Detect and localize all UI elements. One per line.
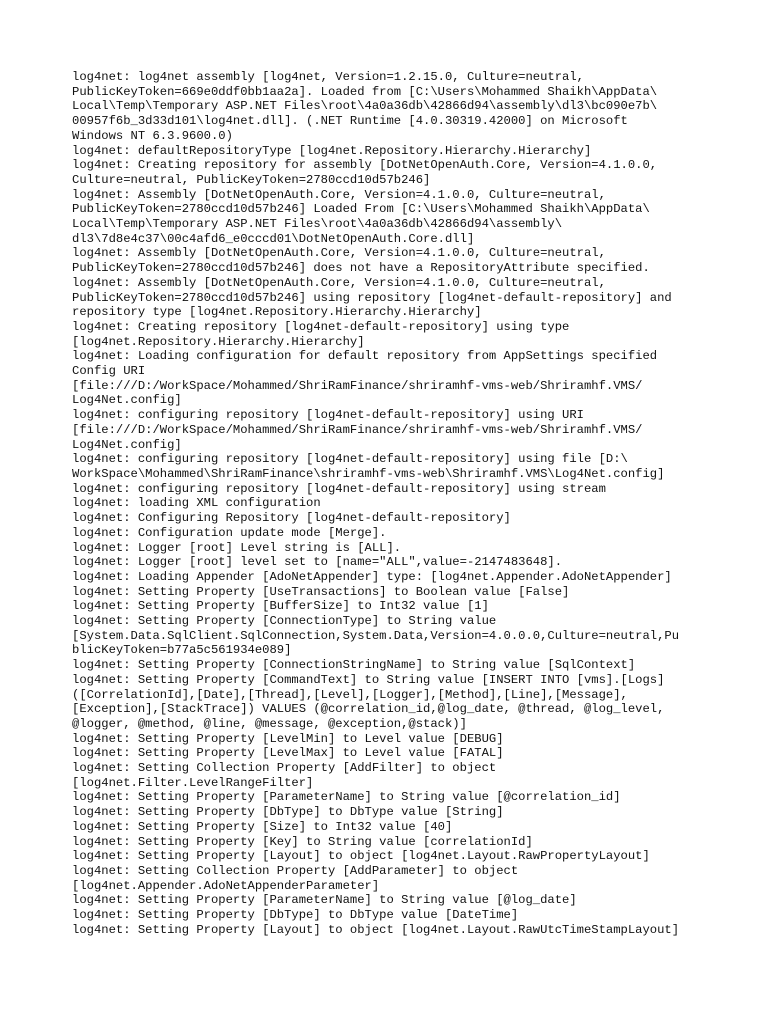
log-line: repository type [log4net.Repository.Hierarchy.Hierarchy] bbox=[72, 305, 482, 320]
log-line: log4net: Setting Property [Layout] to object [log4net.Layout.RawPropertyLayout] bbox=[72, 849, 650, 864]
log-line: log4net: Setting Property [Key] to String value [correlationId] bbox=[72, 834, 533, 849]
log-line: PublicKeyToken=2780ccd10d57b246] using repository [log4net-default-repository] and bbox=[72, 290, 672, 305]
log-line: Local\Temp\Temporary ASP.NET Files\root\4a0a36db\42866d94\assembly\dl3\bc090e7b\ bbox=[72, 99, 658, 114]
log-line: blicKeyToken=b77a5c561934e089] bbox=[72, 643, 292, 658]
log-line: [System.Data.SqlClient.SqlConnection,System.Data,Version=4.0.0.0,Culture=neutral,Pu bbox=[72, 628, 680, 643]
log-line: log4net: Setting Property [UseTransactions] to Boolean value [False] bbox=[72, 584, 570, 599]
log-line: log4net: Setting Property [Layout] to object [log4net.Layout.RawUtcTimeStampLayout] bbox=[72, 922, 680, 937]
log-line: [Exception],[StackTrace]) VALUES (@correlation_id,@log_date, @thread, @log_level, bbox=[72, 702, 665, 717]
log-line: log4net: Assembly [DotNetOpenAuth.Core, Version=4.1.0.0, Culture=neutral, bbox=[72, 275, 606, 290]
log-line: [log4net.Filter.LevelRangeFilter] bbox=[72, 775, 314, 790]
log-line: log4net: Configuring Repository [log4net-default-repository] bbox=[72, 511, 511, 526]
log-line: Culture=neutral, PublicKeyToken=2780ccd10d57b246] bbox=[72, 172, 431, 187]
log-line: log4net: Assembly [DotNetOpenAuth.Core, Version=4.1.0.0, Culture=neutral, bbox=[72, 246, 606, 261]
log-line: log4net: Setting Property [DbType] to DbType value [String] bbox=[72, 805, 504, 820]
log-line: dl3\7d8e4c37\00c4afd6_e0cccd01\DotNetOpenAuth.Core.dll] bbox=[72, 231, 475, 246]
log-line: log4net: defaultRepositoryType [log4net.Repository.Hierarchy.Hierarchy] bbox=[72, 143, 592, 158]
log-line: ([CorrelationId],[Date],[Thread],[Level],[Logger],[Method],[Line],[Message], bbox=[72, 687, 628, 702]
log-line: log4net: Setting Property [LevelMax] to Level value [FATAL] bbox=[72, 746, 504, 761]
log-output bbox=[72, 70, 702, 937]
log-line: Windows NT 6.3.9600.0) bbox=[72, 128, 233, 143]
log-line: log4net: Setting Property [LevelMin] to Level value [DEBUG] bbox=[72, 731, 504, 746]
log-line: log4net: Setting Property [Size] to Int32 value [40] bbox=[72, 819, 453, 834]
log-line: log4net: Logger [root] level set to [name="ALL",value=-2147483648]. bbox=[72, 555, 563, 570]
log-line: Local\Temp\Temporary ASP.NET Files\root\4a0a36db\42866d94\assembly\ bbox=[72, 217, 563, 232]
log-line: log4net: configuring repository [log4net-default-repository] using stream bbox=[72, 481, 606, 496]
log-line: log4net: configuring repository [log4net-default-repository] using file [D:\ bbox=[72, 452, 628, 467]
log-line: log4net: configuring repository [log4net-default-repository] using URI bbox=[72, 408, 584, 423]
log-line: PublicKeyToken=669e0ddf0bb1aa2a]. Loaded from [C:\Users\Mohammed Shaikh\AppData\ bbox=[72, 84, 658, 99]
log-line: Log4Net.config] bbox=[72, 393, 182, 408]
log-line: [log4net.Repository.Hierarchy.Hierarchy] bbox=[72, 334, 365, 349]
log-line: log4net: Configuration update mode [Merge]. bbox=[72, 525, 387, 540]
log-line: log4net: Setting Property [DbType] to DbType value [DateTime] bbox=[72, 908, 519, 923]
log-line: log4net: Assembly [DotNetOpenAuth.Core, Version=4.1.0.0, Culture=neutral, bbox=[72, 187, 606, 202]
log-line: @logger, @method, @line, @message, @exception,@stack)] bbox=[72, 716, 467, 731]
log-line: log4net: Loading Appender [AdoNetAppender] type: [log4net.Appender.AdoNetAppender] bbox=[72, 569, 672, 584]
log-line: log4net: Setting Property [ConnectionStringName] to String value [SqlContext] bbox=[72, 658, 636, 673]
log-line: log4net: Logger [root] Level string is [ALL]. bbox=[72, 540, 402, 555]
log-line: [file:///D:/WorkSpace/Mohammed/ShriRamFinance/shriramhf-vms-web/Shriramhf.VMS/ bbox=[72, 378, 643, 393]
log-line: log4net: Setting Collection Property [AddFilter] to object bbox=[72, 761, 497, 776]
log-line: [file:///D:/WorkSpace/Mohammed/ShriRamFinance/shriramhf-vms-web/Shriramhf.VMS/ bbox=[72, 422, 643, 437]
log-line: Config URI bbox=[72, 364, 146, 379]
log-line: log4net: Setting Property [CommandText] to String value [INSERT INTO [vms].[Logs] bbox=[72, 672, 665, 687]
log-line: log4net: Setting Property [ParameterName] to String value [@correlation_id] bbox=[72, 790, 621, 805]
log-line: log4net: Setting Collection Property [AddParameter] to object bbox=[72, 863, 519, 878]
log-line: log4net: loading XML configuration bbox=[72, 496, 321, 511]
document-page bbox=[72, 70, 702, 937]
log-line: log4net: Setting Property [ParameterName] to String value [@log_date] bbox=[72, 893, 577, 908]
log-line: log4net: Setting Property [ConnectionType] to String value bbox=[72, 614, 497, 629]
log-line: log4net: Creating repository for assembly [DotNetOpenAuth.Core, Version=4.1.0.0, bbox=[72, 158, 658, 173]
log-line: log4net: log4net assembly [log4net, Version=1.2.15.0, Culture=neutral, bbox=[72, 70, 584, 84]
log-line: 00957f6b_3d33d101\log4net.dll]. (.NET Runtime [4.0.30319.42000] on Microsoft bbox=[72, 114, 628, 129]
log-line: log4net: Creating repository [log4net-default-repository] using type bbox=[72, 319, 570, 334]
log-line: PublicKeyToken=2780ccd10d57b246] does not have a RepositoryAttribute specified. bbox=[72, 261, 650, 276]
log-line: WorkSpace\Mohammed\ShriRamFinance\shriramhf-vms-web\Shriramhf.VMS\Log4Net.config] bbox=[72, 466, 665, 481]
log-line: Log4Net.config] bbox=[72, 437, 182, 452]
log-line: PublicKeyToken=2780ccd10d57b246] Loaded From [C:\Users\Mohammed Shaikh\AppData\ bbox=[72, 202, 650, 217]
log-line: log4net: Setting Property [BufferSize] to Int32 value [1] bbox=[72, 599, 489, 614]
log-line: log4net: Loading configuration for default repository from AppSettings specified bbox=[72, 349, 658, 364]
log-line: [log4net.Appender.AdoNetAppenderParameter] bbox=[72, 878, 380, 893]
